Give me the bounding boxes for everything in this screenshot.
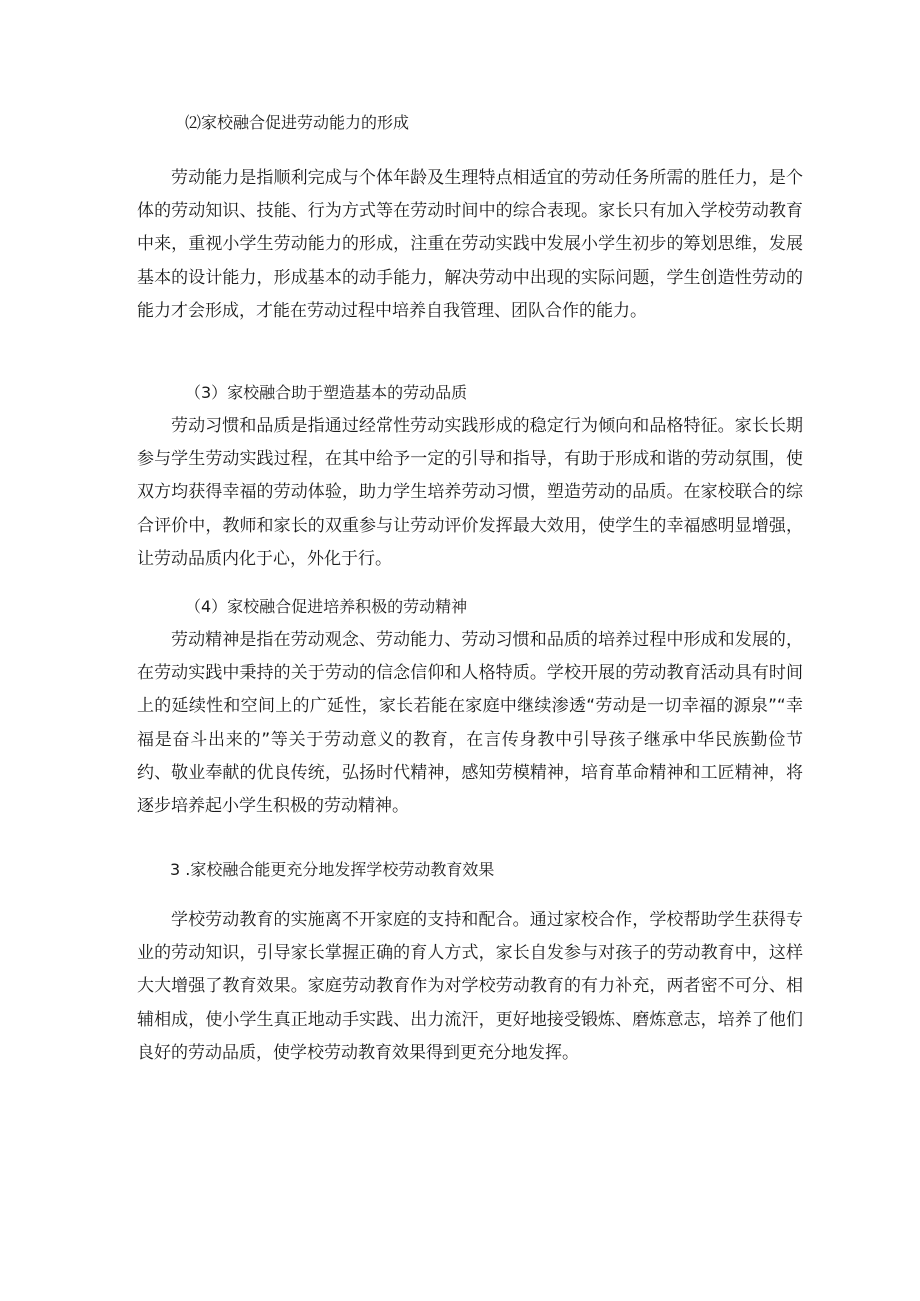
paragraph-labor-quality: 劳动习惯和品质是指通过经常性劳动实践形成的稳定行为倾向和品格特征。家长长期参与学生劳动实践过程，在其中给予一定的引导和指导，有助于形成和谐的劳动氛围，使双方均获得幸福的劳动体验，助力学生培养劳动习惯，塑造劳动的品质。在家校联合的综合评价中，教师和家长的双重参与让劳动评价发挥最大效用，使学生的幸福感明显增强，让劳动品质内化于心，外化于行。 xyxy=(137,416,803,569)
section-heading-labor-spirit: （4）家校融合促进培养积极的劳动精神 xyxy=(185,597,468,616)
section-heading-labor-quality: （3）家校融合助于塑造基本的劳动品质 xyxy=(185,383,468,402)
section-heading-labor-ability: ⑵家校融合促进劳动能力的形成 xyxy=(185,113,410,132)
paragraph-labor-spirit: 劳动精神是指在劳动观念、劳动能力、劳动习惯和品质的培养过程中形成和发展的，在劳动实践中秉持的关于劳动的信念信仰和人格特质。学校开展的劳动教育活动具有时间上的延续性和空间上的广延性，家长若能在家庭中继续渗透“劳动是一切幸福的源泉”“幸福是奋斗出来的”等关于劳动意义的教育，在言传身教中引导孩子继承中华民族勤俭节约、敬业奉献的优良传统，弘扬时代精神，感知劳模精神，培育革命精神和工匠精神，将逐步培养起小学生积极的劳动精神。 xyxy=(137,630,803,817)
paragraph-school-effect: 学校劳动教育的实施离不开家庭的支持和配合。通过家校合作，学校帮助学生获得专业的劳动知识，引导家长掌握正确的育人方式，家长自发参与对孩子的劳动教育中，这样大大增强了教育效果。家庭劳动教育作为对学校劳动教育的有力补充，两者密不可分、相辅相成，使小学生真正地动手实践、出力流汗，更好地接受锻炼、磨炼意志，培养了他们良好的劳动品质，使学校劳动教育效果得到更充分地发挥。 xyxy=(137,910,803,1063)
section-heading-school-effect: 3 .家校融合能更充分地发挥学校劳动教育效果 xyxy=(170,860,495,879)
paragraph-labor-ability: 劳动能力是指顺利完成与个体年龄及生理特点相适宜的劳动任务所需的胜任力，是个体的劳动知识、技能、行为方式等在劳动时间中的综合表现。家长只有加入学校劳动教育中来，重视小学生劳动能力的形成，注重在劳动实践中发展小学生初步的筹划思维，发展基本的设计能力，形成基本的动手能力，解决劳动中出现的实际问题，学生创造性劳动的能力才会形成，才能在劳动过程中培养自我管理、团队合作的能力。 xyxy=(137,168,803,321)
